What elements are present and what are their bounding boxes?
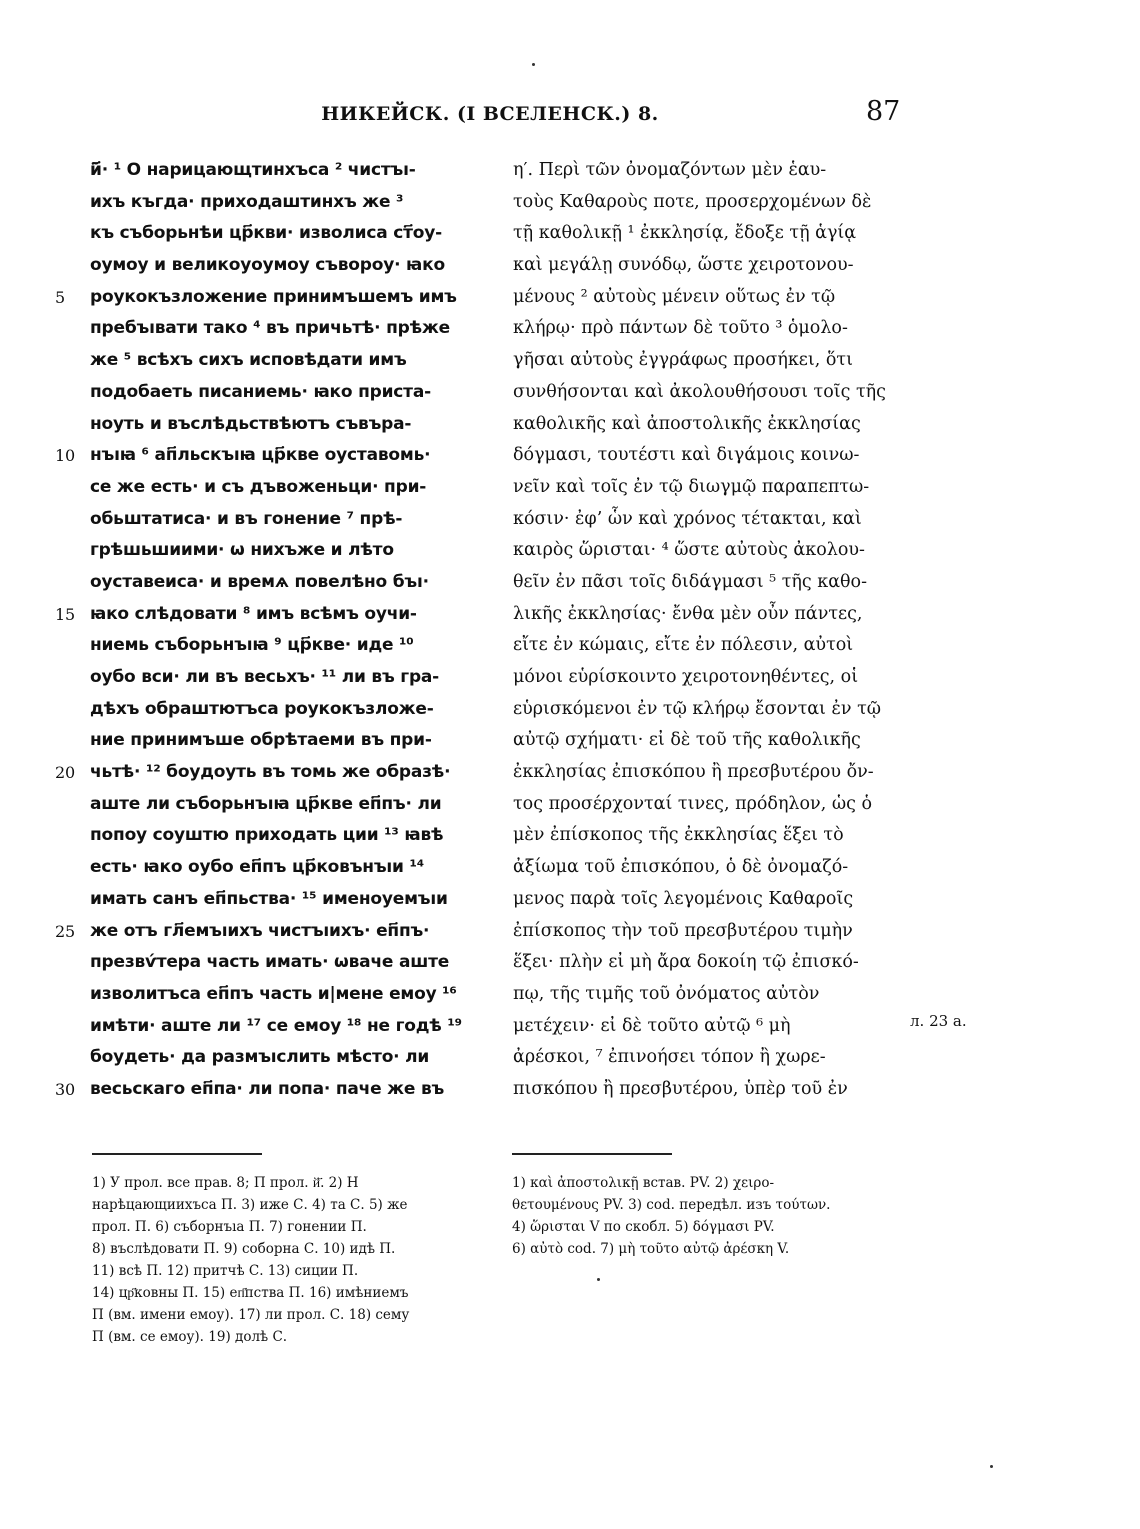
slavonic-line <box>55 218 495 250</box>
footnote-line: 8) въслѣдовати П. 9) соборна С. 10) идѣ П. <box>92 1241 396 1257</box>
greek-line: εἴτε ἐν κώμαις, εἴτε ἐν πόλεσιν, αὐτοὶ <box>513 635 854 656</box>
greek-line: τος προσέρχονταί τινες, πρόδηλον, ὡς ὁ <box>513 793 872 814</box>
slavonic-line-text: есть· ꙗко оубо еп҃пъ цр҃ковънъıи ¹⁴ <box>90 857 424 878</box>
running-header: НИКЕЙСК. (I ВСЕЛЕНСК.) 8. <box>321 103 659 125</box>
slavonic-line-text: оубо вси· ли въ весьхъ· ¹¹ ли въ гра- <box>90 667 440 687</box>
line-number: 25 <box>55 921 75 941</box>
greek-line: κλήρῳ· πρὸ πάντων δὲ τοῦτο ³ ὁμολο- <box>513 318 848 339</box>
slavonic-line-text: весьскаго еп҃па· ли попа· паче же въ <box>90 1078 445 1099</box>
slavonic-line-text: же ⁵ всѣхъ сихъ исповѣдати имъ <box>90 350 407 371</box>
slavonic-line-text: обьштатиса· и въ гонение ⁷ прѣ- <box>90 508 403 529</box>
greek-line: καὶ μεγάλῃ συνόδῳ, ὥστε χειροτονου- <box>513 255 854 276</box>
footnote-line: 11) всѣ П. 12) притчѣ С. 13) сиции П. <box>92 1263 359 1279</box>
greek-line: μόνοι εὑρίσκοιντο χειροτονηθέντες, οἱ <box>513 667 859 687</box>
slavonic-line <box>55 725 495 757</box>
slavonic-line-text: пребъıвати тако ⁴ въ причьтѣ· прѣже <box>90 318 450 339</box>
slavonic-line <box>55 599 495 631</box>
slavonic-line-text: оумоу и великоуоумоу съвороу· ꙗко <box>90 255 445 276</box>
slavonic-line <box>55 504 495 536</box>
greek-line: μενος παρὰ τοῖς λεγομένοις Καθαροῖς <box>513 888 854 909</box>
footnote-rule-left <box>92 1153 262 1155</box>
greek-text-column <box>505 155 905 1106</box>
slavonic-line-text: аште ли съборьнъıꙗ цр҃кве еп҃пъ· ли <box>90 793 442 814</box>
greek-line: νεῖν καὶ τοῖς ἐν τῷ διωγμῷ παραπεπτω- <box>513 476 870 497</box>
greek-line: ἕξει· πλὴν εἰ μὴ ἄρα δοκοίη τῷ ἐπισκό- <box>513 952 859 973</box>
slavonic-line-text: оуставеиса· и времѧ повелѣно бъı· <box>90 571 429 592</box>
scan-speck <box>597 1278 600 1281</box>
greek-line: πισκόπου ἢ πρεσβυτέρου, ὑπὲρ τοῦ ἐν <box>513 1078 848 1099</box>
slavonic-line-text: подобаеть писаниемь· ꙗко приста- <box>90 381 431 402</box>
slavonic-line <box>55 789 495 821</box>
greek-line: ἐκκλησίας ἐπισκόπου ἢ πρεσβυτέρου ὄν- <box>513 762 874 783</box>
line-number: 30 <box>55 1079 75 1099</box>
slavonic-line <box>55 662 495 694</box>
slavonic-line-text: ꙗко слѣдовати ⁸ имъ всѣмъ оучи- <box>90 603 417 624</box>
slavonic-line-text: ихъ къгда· приходаштинхъ же ³ <box>90 191 404 212</box>
slavonic-line <box>55 916 495 948</box>
slavonic-line-text: й҃· ¹ О нарицающтинхъса ² чистъı- <box>90 160 416 180</box>
slavonic-line <box>55 187 495 219</box>
slavonic-line <box>55 1042 495 1074</box>
greek-line: συνθήσονται καὶ ἀκολουθήσουσι τοῖς τῆς <box>513 381 886 402</box>
slavonic-line-text: имѣти· аште ли ¹⁷ се емоу ¹⁸ не годѣ ¹⁹ <box>90 1015 462 1036</box>
footnote-line: 6) αὐτὸ cod. 7) μὴ τοῦτο αὐτῷ ἀρέσκη V. <box>512 1241 790 1257</box>
footnote-line: 1) καὶ ἀποστολικῇ встав. PV. 2) χειρο- <box>512 1175 775 1191</box>
slavonic-line <box>55 757 495 789</box>
greek-line: μένους ² αὐτοὺς μένειν οὕτως ἐν τῷ <box>513 286 836 307</box>
greek-line: ἀξίωμα τοῦ ἐπισκόπου, ὁ δὲ ὀνομαζό- <box>513 857 849 878</box>
slavonic-line-text: боудеть· да размъıслить мѣсто· ли <box>90 1047 430 1068</box>
greek-line: ἀρέσκοι, ⁷ ἐπινοήσει τόπον ἢ χωρε- <box>513 1047 826 1068</box>
footnote-rule-right <box>512 1153 672 1155</box>
slavonic-line-text: имать санъ еп҃пьства· ¹⁵ именоуемъıи <box>90 888 448 909</box>
line-number: 15 <box>55 604 75 624</box>
slavonic-line-text: къ съборьнѣи цр҃кви· изволиса ст҃оу- <box>90 223 442 244</box>
slavonic-line-text: ноуть и въслѣдьствѣютъ съвъра- <box>90 413 412 434</box>
slavonic-line <box>55 250 495 282</box>
slavonic-line <box>55 535 495 567</box>
slavonic-line <box>55 1074 495 1106</box>
footnote-line: θετουμένους PV. 3) cod. передѣл. изъ τούτων. <box>512 1197 831 1213</box>
greek-line: θεῖν ἐν πᾶσι τοῖς διδάγμασι ⁵ τῆς καθο- <box>513 571 868 592</box>
slavonic-line <box>55 313 495 345</box>
footnotes-slavonic <box>92 1172 492 1348</box>
slavonic-line <box>55 155 495 187</box>
line-number: 5 <box>55 287 65 307</box>
slavonic-line-text: нъıꙗ ⁶ ап҃льскъıꙗ цр҃кве оуставомь· <box>90 445 431 466</box>
footnote-line: П (вм. имени емоу). 17) ли прол. С. 18) сему <box>92 1307 410 1323</box>
slavonic-line <box>55 282 495 314</box>
greek-line: η′. Περὶ τῶν ὀνομαζόντων μὲν ἑαυ- <box>513 160 827 180</box>
slavonic-line <box>55 472 495 504</box>
slavonic-line <box>55 979 495 1011</box>
greek-line: καθολικῆς καὶ ἀποστολικῆς ἐκκλησίας <box>513 413 861 434</box>
slavonic-line <box>55 567 495 599</box>
greek-line: λικῆς ἐκκλησίας· ἔνθα μὲν οὖν πάντες, <box>513 603 863 624</box>
footnote-line: П (вм. се емоу). 19) долѣ С. <box>92 1329 288 1345</box>
slavonic-text-column <box>55 155 495 1106</box>
slavonic-line-text: попоу соуштю приходать ции ¹³ ꙗвѣ <box>90 825 444 846</box>
greek-line: μὲν ἐπίσκοπος τῆς ἐκκλησίας ἕξει τὸ <box>513 825 844 846</box>
footnote-line: 4) ὥρισται V по скобл. 5) δόγμασι PV. <box>512 1219 775 1235</box>
slavonic-line <box>55 440 495 472</box>
line-number: 10 <box>55 446 75 466</box>
scan-speck <box>532 63 535 66</box>
slavonic-line <box>55 630 495 662</box>
greek-line: πῳ, τῆς τιμῆς τοῦ ὀνόματος αὐτὸν <box>513 983 820 1004</box>
footnote-line: прол. П. 6) съборнъıа П. 7) гонении П. <box>92 1219 367 1235</box>
page-number: 87 <box>866 96 901 127</box>
slavonic-line-text: роукокъзложение принимъшемъ имъ <box>90 286 457 307</box>
greek-line: κόσιν· ἐφ’ ὧν καὶ χρόνος τέτακται, καὶ <box>513 508 862 529</box>
footnotes-greek <box>512 1172 912 1260</box>
greek-line: δόγμασι, τουτέστι καὶ διγάμοις κοινω- <box>513 445 860 466</box>
slavonic-line-text: ние принимъше обрѣтаеми въ при- <box>90 730 432 751</box>
slavonic-line-text: же отъ гл҃емъıихъ чистъıихъ· еп҃пъ· <box>90 920 430 941</box>
line-number: 20 <box>55 763 75 783</box>
slavonic-line-text: грѣшьшиими· ѡ нихъже и лѣто <box>90 540 394 561</box>
greek-line: τοὺς Καθαροὺς ποτε, προσερχομένων δὲ <box>513 191 872 212</box>
greek-line: αὐτῷ σχήματι· εἰ δὲ τοῦ τῆς καθολικῆς <box>513 730 861 751</box>
footnote-line: 1) У прол. все прав. 8; П прол. й҃. 2) Н <box>92 1175 359 1191</box>
greek-line: τῇ καθολικῇ ¹ ἐκκλησίᾳ, ἔδοξε τῇ ἁγίᾳ <box>513 223 857 244</box>
slavonic-line <box>55 345 495 377</box>
slavonic-line <box>55 947 495 979</box>
greek-line: γῆσαι αὐτοὺς ἐγγράφως προσήκει, ὅτι <box>513 350 853 371</box>
greek-line: καιρὸς ὥρισται· ⁴ ὥστε αὐτοὺς ἀκολου- <box>513 540 865 561</box>
scan-speck <box>990 1465 993 1468</box>
slavonic-line-text: чьтѣ· ¹² боудоуть въ томь же образѣ· <box>90 762 451 783</box>
footnote-line: нарѣцающиихъса П. 3) иже С. 4) та С. 5) же <box>92 1197 408 1213</box>
greek-line: ἐπίσκοπος τὴν τοῦ πρεσβυτέρου τιμὴν <box>513 920 853 941</box>
greek-line: μετέχειν· εἰ δὲ τοῦτο αὐτῷ ⁶ μὴ <box>513 1015 791 1036</box>
slavonic-line <box>55 884 495 916</box>
slavonic-line <box>55 694 495 726</box>
margin-note: л. 23 а. <box>910 1012 967 1030</box>
slavonic-line-text: презвѵ́тера часть имать· ѡваче аште <box>90 952 450 973</box>
slavonic-line-text: ниемь съборьнъıꙗ ⁹ цр҃кве· иде ¹⁰ <box>90 635 414 656</box>
slavonic-line <box>55 820 495 852</box>
greek-line: εὑρισκόμενοι ἐν τῷ κλήρῳ ἔσονται ἐν τῷ <box>513 698 882 719</box>
slavonic-line-text: изволитъса еп҃пъ часть и|мене емоу ¹⁶ <box>90 983 457 1004</box>
slavonic-line <box>55 852 495 884</box>
slavonic-line <box>55 409 495 441</box>
slavonic-line <box>55 377 495 409</box>
footnote-line: 14) цр҃ковны П. 15) еп҃пства П. 16) имѣниемъ <box>92 1285 409 1301</box>
slavonic-line <box>55 1011 495 1043</box>
slavonic-line-text: дѣхъ обраштютъса роукокъзложе- <box>90 698 434 719</box>
slavonic-line-text: се же есть· и съ дъвоженьци· при- <box>90 476 427 497</box>
